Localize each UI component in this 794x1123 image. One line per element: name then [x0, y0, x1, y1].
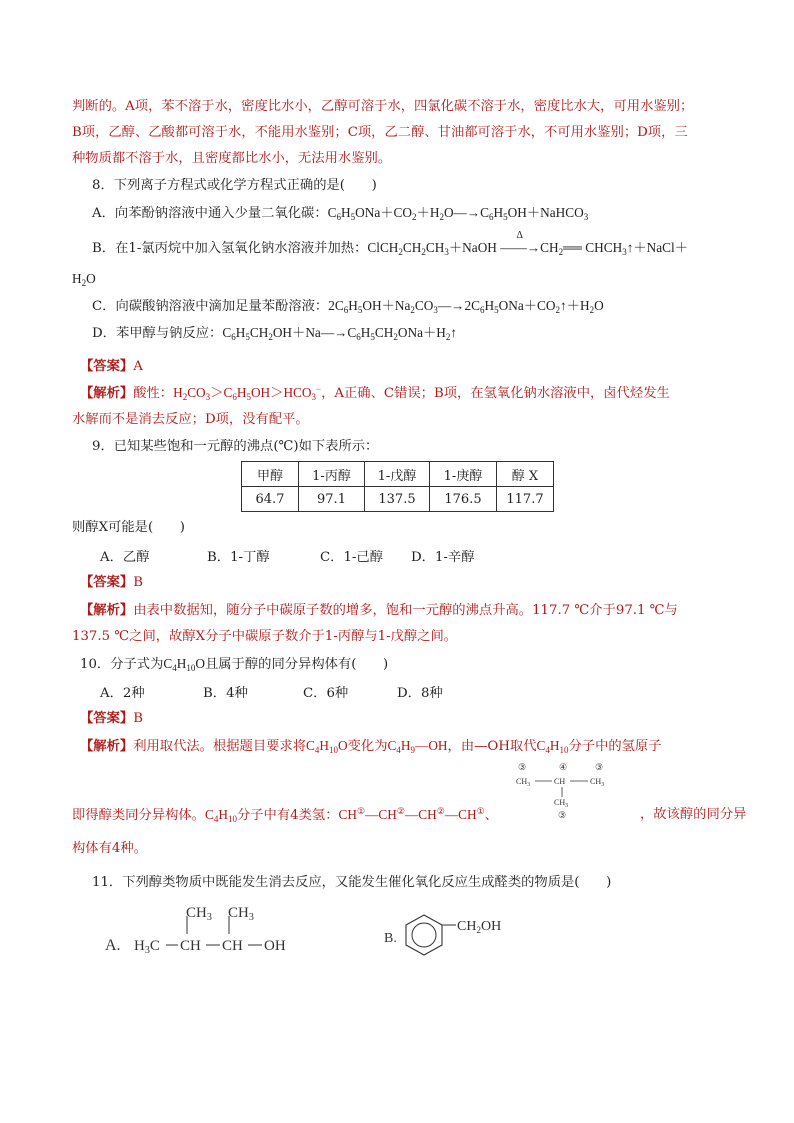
- q9-analysis-line-2: 137.5 ℃之间，故醇X分子中碳原子数介于1-丙醇与1-戊醇之间。: [72, 629, 458, 644]
- table-cell: 176.5: [430, 487, 497, 512]
- svg-text:CH: CH: [180, 938, 201, 954]
- q10-answer: 【答案】B: [80, 711, 143, 726]
- svg-text:CH3: $CH_3$: [590, 777, 605, 788]
- q8-analysis-line-2: 水解而不是消去反应；D项，没有配平。: [72, 412, 309, 427]
- svg-text:CH: CH: [222, 938, 243, 954]
- circled-label: ④: [559, 762, 568, 772]
- q10-option-a: A．2种: [100, 686, 145, 701]
- q8-option-c: C．向碳酸钠溶液中滴加足量苯酚溶液：$2C_6H_5OH+Na_2CO_3—\to 2C_6H_5ONa+CO_2↑+H_2O$: [92, 298, 604, 315]
- intro-line-1: 判断的。A项，苯不溶于水，密度比水小，乙醇可溶于水，四氯化碳不溶于水，密度比水大，可用水鉴别；: [72, 99, 694, 114]
- q11-stem: 11．下列醇类物质中既能发生消去反应，又能发生催化氧化反应生成醛类的物质是( ): [92, 875, 612, 890]
- circled-label: ③: [518, 762, 527, 772]
- circled-label: ③: [558, 810, 567, 820]
- intro-line-3: 种物质都不溶于水，且密度都比水小，无法用水鉴别。: [72, 151, 392, 166]
- formula-c4h10o: $C_4H_{10}O$: [163, 656, 205, 673]
- q8-option-d: D．苯甲醇与钠反应：$C_6H_5CH_2OH+Na—\to C_6H_5CH_2ONa+H_2↑$: [92, 325, 458, 342]
- table-header-cell: 1-戊醇: [365, 462, 430, 487]
- q10-stem: 10．分子式为$C_4H_{10}O$且属于醇的同分异构体有( ): [80, 656, 389, 673]
- table-cell: 64.7: [242, 487, 299, 512]
- q11-option-a-structure: [100, 898, 340, 964]
- acidity-order: $H_2CO_3>C_6H_5OH>HCO_3^-$: [173, 384, 322, 402]
- svg-text:OH: OH: [264, 938, 286, 954]
- circled-label: ③: [595, 762, 604, 772]
- q8-d-equation: $C_6H_5CH_2OH+Na—\to C_6H_5CH_2ONa+H_2↑$: [222, 325, 458, 342]
- q8-b-equation-cont: $H_2O$: [72, 271, 96, 288]
- boiling-point-table: [241, 461, 554, 512]
- q11-option-a-label: A.: [105, 937, 121, 954]
- table-cell: 97.1: [299, 487, 365, 512]
- q9-analysis-line-1: 【解析】由表中数据知，随分子中碳原子数的增多，饱和一元醇的沸点升高。117.7 ℃介于97.1 ℃与: [80, 603, 678, 618]
- q9-option-b: B．1-丁醇: [207, 550, 270, 565]
- svg-text:CH3: $CH_3$: [554, 798, 569, 809]
- intro-line-2: B项，乙醇、乙酸都可溶于水，不能用水鉴别；C项，乙二醇、甘油都可溶于水，不可用水鉴别；D项，三: [72, 125, 688, 140]
- table-cell: 117.7: [497, 487, 554, 512]
- q11-option-b-structure: [380, 905, 530, 965]
- q11-option-b-label: B.: [384, 931, 397, 946]
- q8-option-b: B．在1-氯丙烷中加入氢氧化钠水溶液并加热：$ClCH_2CH_2CH_3+NaOH$ — Δ $—\to CH_2══$ $CHCH_3↑+NaCl+$: [92, 239, 688, 258]
- q8-b-equation: $ClCH_2CH_2CH_3+NaOH$ — Δ $—\to CH_2══$ $CHCH_3↑+NaCl+$: [367, 240, 688, 255]
- q9-option-d: D．1-辛醇: [411, 550, 475, 565]
- q8-option-a: A．向苯酚钠溶液中通入少量二氧化碳：$C_6H_5ONa+CO_2+H_2O—\to C_6H_5OH+NaHCO_3$: [92, 205, 589, 222]
- table-row: [242, 487, 554, 512]
- q8-c-equation: $2C_6H_5OH+Na_2CO_3—\to 2C_6H_5ONa+CO_2↑+H_2O$: [328, 298, 604, 315]
- svg-text:CH3: $CH_3$: [516, 777, 531, 788]
- q10-analysis-line-1: 【解析】利用取代法。根据题目要求将$C_4H_{10}O$变化为$C_4H_9—OH$，由—OH取代$C_4H_{10}$分子中的氢原子: [80, 738, 662, 755]
- q10-option-d: D．8种: [397, 686, 443, 701]
- q9-question: 则醇X可能是( ): [72, 520, 185, 535]
- q9-answer: 【答案】B: [80, 575, 143, 590]
- svg-text:CH3: $CH_3$: [228, 905, 254, 923]
- butane-chain: CH①—CH②—CH②—CH①: [338, 806, 485, 822]
- q8-analysis-line-1: 【解析】酸性：$H_2CO_3>C_6H_5OH>HCO_3^-$，A正确、C错误；B项，在氢氧化钠水溶液中，卤代烃发生: [80, 384, 670, 402]
- heat-delta: Δ: [516, 230, 523, 241]
- table-header-cell: 1-丙醇: [299, 462, 365, 487]
- q10-option-b: B．4种: [203, 686, 248, 701]
- table-header-cell: 甲醇: [242, 462, 299, 487]
- q9-stem: 9．已知某些饱和一元醇的沸点(℃)如下表所示：: [92, 439, 379, 454]
- isobutane-structure: [512, 760, 642, 822]
- svg-text:CH: CH: [554, 777, 566, 786]
- q10-analysis-line-2-end: ，故该醇的同分异: [640, 807, 747, 822]
- table-header-cell: 1-庚醇: [430, 462, 497, 487]
- svg-text:CH3: $CH_3$: [186, 905, 212, 923]
- benzene-ring: [406, 915, 442, 955]
- q10-option-c: C．6种: [303, 686, 349, 701]
- q10-analysis-line-3: 构体有4种。: [72, 841, 147, 856]
- svg-text:H3C: $H_3C$: [134, 938, 160, 956]
- q10-analysis-line-2: 即得醇类同分异构体。$C_4H_{10}$分子中有4类氢：CH①—CH②—CH②—CH①、: [72, 806, 498, 824]
- q9-option-a: A．乙醇: [100, 550, 150, 565]
- svg-text:CH2OH: $CH_2OH$: [457, 919, 502, 935]
- q8-a-equation: $C_6H_5ONa+CO_2+H_2O—\to C_6H_5OH+NaHCO_3$: [327, 205, 589, 222]
- table-header-cell: 醇 X: [497, 462, 554, 487]
- table-cell: 137.5: [365, 487, 430, 512]
- table-row: [242, 462, 554, 487]
- q8-stem: 8．下列离子方程式或化学方程式正确的是( ): [92, 178, 377, 193]
- q9-option-c: C．1-己醇: [320, 550, 384, 565]
- q8-answer: 【答案】A: [80, 359, 143, 374]
